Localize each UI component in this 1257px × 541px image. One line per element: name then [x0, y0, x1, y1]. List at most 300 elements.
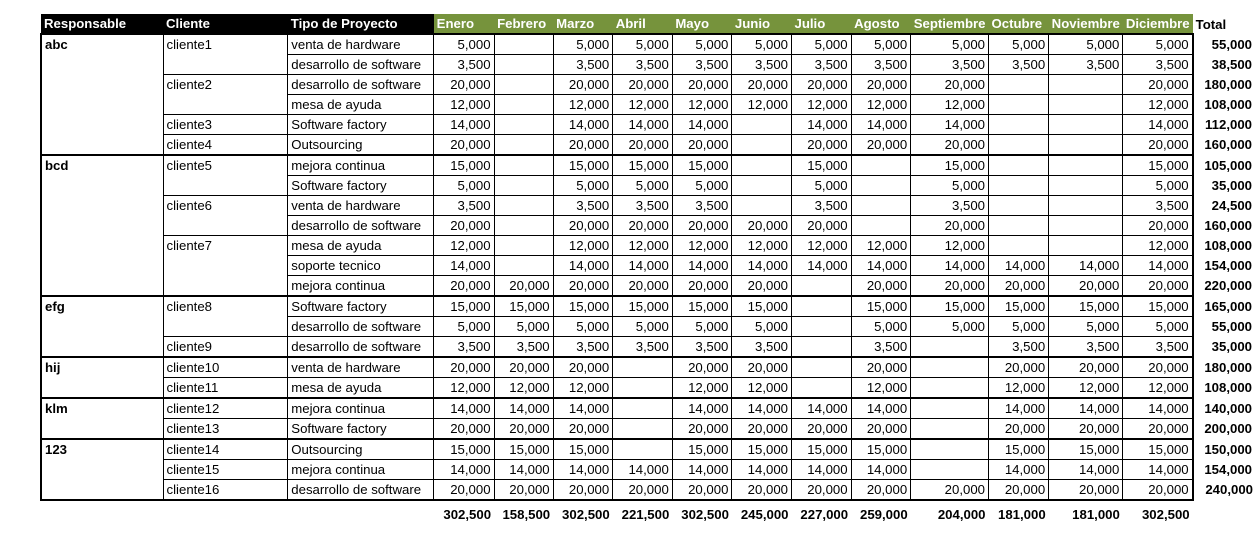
- cell-value-noviembre[interactable]: [1049, 176, 1123, 196]
- cell-value-mayo[interactable]: 20,000: [672, 480, 732, 501]
- cell-cliente[interactable]: cliente9: [163, 337, 288, 358]
- cell-value-octubre[interactable]: 20,000: [989, 276, 1049, 297]
- cell-cliente[interactable]: cliente7: [163, 236, 288, 297]
- cell-value-septiembre[interactable]: [911, 398, 989, 419]
- cell-value-noviembre[interactable]: 20,000: [1049, 357, 1123, 378]
- cell-value-septiembre[interactable]: [911, 337, 989, 358]
- cell-value-septiembre[interactable]: 12,000: [911, 236, 989, 256]
- cell-value-enero[interactable]: 20,000: [434, 276, 494, 297]
- cell-value-noviembre[interactable]: 15,000: [1049, 296, 1123, 317]
- cell-value-enero[interactable]: 3,500: [434, 196, 494, 216]
- cell-value-septiembre[interactable]: 20,000: [911, 135, 989, 156]
- cell-value-septiembre[interactable]: 14,000: [911, 115, 989, 135]
- cell-value-mayo[interactable]: 20,000: [672, 135, 732, 156]
- cell-value-mayo[interactable]: 15,000: [672, 296, 732, 317]
- cell-value-febrero[interactable]: 20,000: [494, 419, 553, 440]
- header-total[interactable]: Total: [1193, 14, 1256, 34]
- cell-value-mayo[interactable]: 20,000: [672, 276, 732, 297]
- cell-value-noviembre[interactable]: 3,500: [1049, 55, 1123, 75]
- cell-value-abril[interactable]: [613, 398, 673, 419]
- cell-value-noviembre[interactable]: [1049, 216, 1123, 236]
- cell-value-diciembre[interactable]: 20,000: [1123, 135, 1193, 156]
- cell-value-diciembre[interactable]: 12,000: [1123, 95, 1193, 115]
- cell-value-junio[interactable]: 12,000: [732, 95, 792, 115]
- cell-value-diciembre[interactable]: 12,000: [1123, 378, 1193, 399]
- cell-value-noviembre[interactable]: [1049, 75, 1123, 95]
- cell-row-total[interactable]: 154,000: [1204, 258, 1252, 273]
- cell-value-abril[interactable]: 5,000: [613, 317, 673, 337]
- cell-value-marzo[interactable]: 14,000: [553, 398, 613, 419]
- cell-value-enero[interactable]: 20,000: [434, 357, 494, 378]
- cell-cliente[interactable]: cliente16: [163, 480, 288, 501]
- column-total-junio[interactable]: 245,000: [740, 507, 789, 522]
- cell-row-total[interactable]: 108,000: [1204, 380, 1252, 396]
- cell-value-octubre[interactable]: [989, 95, 1049, 115]
- cell-value-julio[interactable]: 14,000: [792, 460, 852, 480]
- cell-value-febrero[interactable]: 15,000: [494, 296, 553, 317]
- cell-value-mayo[interactable]: 5,000: [672, 176, 732, 196]
- cell-tipo-proyecto[interactable]: mejora continua: [288, 460, 434, 480]
- cell-cliente[interactable]: cliente11: [163, 378, 288, 399]
- cell-value-octubre[interactable]: 14,000: [989, 398, 1049, 419]
- cell-row-total[interactable]: 160,000: [1204, 137, 1252, 153]
- cell-value-agosto[interactable]: 15,000: [851, 296, 911, 317]
- cell-value-abril[interactable]: 3,500: [613, 55, 673, 75]
- cell-value-julio[interactable]: 14,000: [792, 256, 852, 276]
- cell-value-octubre[interactable]: 14,000: [989, 460, 1049, 480]
- cell-value-octubre[interactable]: [989, 176, 1049, 196]
- cell-value-abril[interactable]: 3,500: [613, 196, 673, 216]
- cell-value-junio[interactable]: [732, 115, 792, 135]
- cell-tipo-proyecto[interactable]: Software factory: [288, 419, 434, 440]
- cell-value-diciembre[interactable]: 14,000: [1123, 460, 1193, 480]
- cell-value-agosto[interactable]: 20,000: [851, 480, 911, 501]
- cell-value-diciembre[interactable]: 5,000: [1123, 176, 1193, 196]
- cell-tipo-proyecto[interactable]: mesa de ayuda: [288, 236, 434, 256]
- cell-value-marzo[interactable]: 20,000: [553, 75, 613, 95]
- cell-value-febrero[interactable]: [494, 115, 553, 135]
- cell-value-febrero[interactable]: [494, 155, 553, 176]
- cell-value-abril[interactable]: 15,000: [613, 296, 673, 317]
- cell-value-noviembre[interactable]: [1049, 236, 1123, 256]
- cell-value-julio[interactable]: 12,000: [792, 95, 852, 115]
- cell-cliente[interactable]: cliente15: [163, 460, 288, 480]
- cell-row-total[interactable]: 200,000: [1204, 421, 1252, 437]
- cell-value-julio[interactable]: 20,000: [792, 216, 852, 236]
- cell-value-febrero[interactable]: 5,000: [494, 317, 553, 337]
- cell-value-mayo[interactable]: 15,000: [672, 155, 732, 176]
- cell-tipo-proyecto[interactable]: Software factory: [288, 115, 434, 135]
- cell-value-abril[interactable]: 20,000: [613, 135, 673, 156]
- cell-value-octubre[interactable]: 20,000: [989, 357, 1049, 378]
- cell-value-mayo[interactable]: 14,000: [672, 115, 732, 135]
- cell-value-octubre[interactable]: [989, 155, 1049, 176]
- cell-tipo-proyecto[interactable]: desarrollo de software: [288, 216, 434, 236]
- cell-value-julio[interactable]: [792, 276, 852, 297]
- cell-value-julio[interactable]: 14,000: [792, 398, 852, 419]
- cell-value-octubre[interactable]: 5,000: [989, 317, 1049, 337]
- cell-value-septiembre[interactable]: 5,000: [911, 34, 989, 55]
- cell-value-noviembre[interactable]: [1049, 196, 1123, 216]
- cell-value-diciembre[interactable]: 5,000: [1123, 317, 1193, 337]
- cell-value-mayo[interactable]: 15,000: [672, 439, 732, 460]
- cell-value-septiembre[interactable]: 20,000: [911, 276, 989, 297]
- cell-value-marzo[interactable]: 20,000: [553, 480, 613, 501]
- cell-value-septiembre[interactable]: 3,500: [911, 196, 989, 216]
- cell-value-junio[interactable]: 15,000: [732, 296, 792, 317]
- cell-value-enero[interactable]: 14,000: [434, 256, 494, 276]
- cell-value-septiembre[interactable]: 15,000: [911, 155, 989, 176]
- cell-row-total[interactable]: 154,000: [1204, 462, 1252, 477]
- cell-value-enero[interactable]: 14,000: [434, 398, 494, 419]
- cell-value-enero[interactable]: 3,500: [434, 55, 494, 75]
- cell-value-agosto[interactable]: 15,000: [851, 439, 911, 460]
- header-responsable[interactable]: Responsable: [41, 14, 163, 34]
- cell-row-total[interactable]: 240,000: [1205, 482, 1253, 498]
- cell-tipo-proyecto[interactable]: Outsourcing: [288, 439, 434, 460]
- cell-value-septiembre[interactable]: 5,000: [911, 176, 989, 196]
- cell-tipo-proyecto[interactable]: venta de hardware: [288, 196, 434, 216]
- cell-value-mayo[interactable]: 5,000: [672, 317, 732, 337]
- cell-value-agosto[interactable]: 12,000: [851, 95, 911, 115]
- cell-value-diciembre[interactable]: 20,000: [1123, 75, 1193, 95]
- cell-value-enero[interactable]: 14,000: [434, 115, 494, 135]
- column-total-julio[interactable]: 227,000: [800, 507, 849, 522]
- cell-value-diciembre[interactable]: 20,000: [1123, 276, 1193, 297]
- cell-value-enero[interactable]: 20,000: [434, 135, 494, 156]
- cell-value-marzo[interactable]: 14,000: [553, 256, 613, 276]
- cell-value-abril[interactable]: 20,000: [613, 276, 673, 297]
- cell-value-diciembre[interactable]: 14,000: [1123, 115, 1193, 135]
- cell-responsable[interactable]: klm: [41, 398, 163, 439]
- cell-value-diciembre[interactable]: 14,000: [1123, 398, 1193, 419]
- cell-value-septiembre[interactable]: 15,000: [911, 296, 989, 317]
- cell-tipo-proyecto[interactable]: desarrollo de software: [288, 75, 434, 95]
- cell-value-enero[interactable]: 3,500: [434, 337, 494, 358]
- cell-value-marzo[interactable]: 14,000: [553, 115, 613, 135]
- cell-value-marzo[interactable]: 20,000: [553, 135, 613, 156]
- cell-value-marzo[interactable]: 3,500: [553, 196, 613, 216]
- cell-row-total[interactable]: 220,000: [1204, 278, 1252, 294]
- cell-row-total[interactable]: 165,000: [1204, 298, 1252, 314]
- cell-value-marzo[interactable]: 15,000: [553, 439, 613, 460]
- cell-value-febrero[interactable]: 15,000: [494, 439, 553, 460]
- cell-cliente[interactable]: cliente10: [163, 357, 288, 378]
- cell-responsable[interactable]: efg: [41, 296, 163, 357]
- cell-value-febrero[interactable]: [494, 176, 553, 196]
- cell-value-marzo[interactable]: 20,000: [553, 357, 613, 378]
- cell-value-octubre[interactable]: [989, 236, 1049, 256]
- cell-value-abril[interactable]: 5,000: [613, 176, 673, 196]
- cell-value-agosto[interactable]: 12,000: [851, 236, 911, 256]
- cell-tipo-proyecto[interactable]: venta de hardware: [288, 34, 434, 55]
- cell-value-octubre[interactable]: 15,000: [989, 296, 1049, 317]
- cell-value-febrero[interactable]: [494, 196, 553, 216]
- cell-value-diciembre[interactable]: 20,000: [1123, 357, 1193, 378]
- cell-value-mayo[interactable]: 14,000: [672, 460, 732, 480]
- cell-value-julio[interactable]: 20,000: [792, 135, 852, 156]
- cell-value-agosto[interactable]: [851, 176, 911, 196]
- cell-value-abril[interactable]: 20,000: [613, 216, 673, 236]
- cell-value-enero[interactable]: 20,000: [434, 480, 494, 501]
- cell-row-total[interactable]: 160,000: [1204, 218, 1252, 233]
- cell-value-julio[interactable]: [792, 357, 852, 378]
- cell-tipo-proyecto[interactable]: mejora continua: [288, 398, 434, 419]
- cell-value-marzo[interactable]: 3,500: [553, 337, 613, 358]
- cell-value-junio[interactable]: 20,000: [732, 480, 792, 501]
- cell-value-febrero[interactable]: [494, 75, 553, 95]
- cell-value-agosto[interactable]: 14,000: [851, 460, 911, 480]
- cell-value-abril[interactable]: 3,500: [613, 337, 673, 358]
- cell-value-julio[interactable]: 20,000: [792, 419, 852, 440]
- cell-value-noviembre[interactable]: 5,000: [1049, 317, 1123, 337]
- cell-value-abril[interactable]: 14,000: [613, 115, 673, 135]
- cell-value-junio[interactable]: 15,000: [732, 439, 792, 460]
- cell-row-total[interactable]: 24,500: [1211, 198, 1252, 213]
- cell-cliente[interactable]: cliente6: [163, 196, 288, 236]
- cell-value-septiembre[interactable]: 20,000: [911, 75, 989, 95]
- cell-row-total[interactable]: 55,000: [1211, 36, 1252, 52]
- cell-value-junio[interactable]: 14,000: [732, 460, 792, 480]
- cell-value-febrero[interactable]: [494, 55, 553, 75]
- cell-value-marzo[interactable]: 12,000: [553, 236, 613, 256]
- cell-value-diciembre[interactable]: 3,500: [1123, 55, 1193, 75]
- cell-value-enero[interactable]: 14,000: [434, 460, 494, 480]
- cell-value-enero[interactable]: 12,000: [434, 378, 494, 399]
- cell-value-julio[interactable]: [792, 337, 852, 358]
- cell-value-marzo[interactable]: 3,500: [553, 55, 613, 75]
- cell-value-septiembre[interactable]: 3,500: [911, 55, 989, 75]
- cell-value-mayo[interactable]: 12,000: [672, 95, 732, 115]
- cell-value-marzo[interactable]: 12,000: [553, 378, 613, 399]
- cell-value-enero[interactable]: 12,000: [434, 236, 494, 256]
- header-month-abril[interactable]: Abril: [613, 14, 673, 34]
- cell-value-febrero[interactable]: 20,000: [494, 480, 553, 501]
- cell-responsable[interactable]: hij: [41, 357, 163, 398]
- cell-cliente[interactable]: cliente3: [163, 115, 288, 135]
- cell-value-marzo[interactable]: 15,000: [553, 155, 613, 176]
- cell-row-total[interactable]: 140,000: [1204, 400, 1252, 416]
- cell-value-julio[interactable]: 3,500: [792, 196, 852, 216]
- cell-value-julio[interactable]: 20,000: [792, 75, 852, 95]
- cell-value-mayo[interactable]: 12,000: [672, 378, 732, 399]
- cell-cliente[interactable]: cliente13: [163, 419, 288, 440]
- cell-value-enero[interactable]: 5,000: [434, 317, 494, 337]
- cell-value-marzo[interactable]: 14,000: [553, 460, 613, 480]
- cell-value-septiembre[interactable]: [911, 439, 989, 460]
- header-month-julio[interactable]: Julio: [792, 14, 852, 34]
- cell-value-octubre[interactable]: [989, 216, 1049, 236]
- column-total-noviembre[interactable]: 181,000: [1072, 507, 1120, 522]
- cell-value-abril[interactable]: [613, 357, 673, 378]
- cell-value-septiembre[interactable]: 20,000: [911, 480, 989, 501]
- cell-value-mayo[interactable]: 3,500: [672, 337, 732, 358]
- cell-value-noviembre[interactable]: 20,000: [1049, 276, 1123, 297]
- cell-value-septiembre[interactable]: 20,000: [911, 216, 989, 236]
- cell-value-febrero[interactable]: [494, 216, 553, 236]
- cell-value-diciembre[interactable]: 12,000: [1123, 236, 1193, 256]
- header-month-agosto[interactable]: Agosto: [851, 14, 911, 34]
- cell-row-total[interactable]: 105,000: [1204, 157, 1252, 173]
- cell-value-abril[interactable]: [613, 378, 673, 399]
- cell-value-junio[interactable]: 20,000: [732, 357, 792, 378]
- cell-value-enero[interactable]: 15,000: [434, 439, 494, 460]
- cell-value-noviembre[interactable]: [1049, 155, 1123, 176]
- column-total-agosto[interactable]: 259,000: [860, 507, 908, 522]
- cell-value-julio[interactable]: 15,000: [792, 439, 852, 460]
- header-tipo[interactable]: Tipo de Proyecto: [288, 14, 434, 34]
- column-total-abril[interactable]: 221,500: [621, 507, 670, 522]
- cell-value-diciembre[interactable]: 14,000: [1123, 256, 1193, 276]
- cell-value-marzo[interactable]: 20,000: [553, 276, 613, 297]
- cell-value-febrero[interactable]: [494, 236, 553, 256]
- cell-value-agosto[interactable]: 3,500: [851, 337, 911, 358]
- cell-value-agosto[interactable]: 20,000: [851, 135, 911, 156]
- cell-value-abril[interactable]: 20,000: [613, 75, 673, 95]
- cell-value-diciembre[interactable]: 15,000: [1123, 439, 1193, 460]
- cell-value-agosto[interactable]: [851, 155, 911, 176]
- cell-value-febrero[interactable]: [494, 135, 553, 156]
- cell-value-junio[interactable]: 14,000: [732, 256, 792, 276]
- cell-value-noviembre[interactable]: 15,000: [1049, 439, 1123, 460]
- cell-value-febrero[interactable]: 20,000: [494, 357, 553, 378]
- cell-value-mayo[interactable]: 14,000: [672, 398, 732, 419]
- header-month-junio[interactable]: Junio: [732, 14, 792, 34]
- cell-row-total[interactable]: 180,000: [1204, 359, 1252, 375]
- cell-value-noviembre[interactable]: 3,500: [1049, 337, 1123, 358]
- cell-value-mayo[interactable]: 20,000: [672, 419, 732, 440]
- cell-value-agosto[interactable]: 20,000: [851, 276, 911, 297]
- cell-value-septiembre[interactable]: 14,000: [911, 256, 989, 276]
- cell-value-julio[interactable]: [792, 317, 852, 337]
- cell-value-abril[interactable]: 12,000: [613, 236, 673, 256]
- cell-row-total[interactable]: 38,500: [1211, 57, 1252, 72]
- cell-value-agosto[interactable]: 14,000: [851, 115, 911, 135]
- cell-value-junio[interactable]: 12,000: [732, 236, 792, 256]
- cell-value-junio[interactable]: 20,000: [732, 276, 792, 297]
- header-month-noviembre[interactable]: Noviembre: [1049, 14, 1123, 34]
- cell-value-octubre[interactable]: [989, 135, 1049, 156]
- cell-value-julio[interactable]: [792, 378, 852, 399]
- cell-value-abril[interactable]: 20,000: [613, 480, 673, 501]
- cell-value-agosto[interactable]: 14,000: [851, 256, 911, 276]
- cell-value-agosto[interactable]: 5,000: [851, 34, 911, 55]
- cell-value-marzo[interactable]: 15,000: [553, 296, 613, 317]
- cell-value-diciembre[interactable]: 20,000: [1123, 419, 1193, 440]
- cell-row-total[interactable]: 180,000: [1204, 77, 1252, 92]
- cell-row-total[interactable]: 150,000: [1204, 441, 1252, 457]
- cell-value-julio[interactable]: [792, 296, 852, 317]
- cell-value-agosto[interactable]: [851, 216, 911, 236]
- header-month-septiembre[interactable]: Septiembre: [911, 14, 989, 34]
- cell-value-abril[interactable]: 14,000: [613, 460, 673, 480]
- cell-value-octubre[interactable]: 5,000: [989, 34, 1049, 55]
- cell-value-octubre[interactable]: 15,000: [989, 439, 1049, 460]
- cell-value-marzo[interactable]: 5,000: [553, 317, 613, 337]
- column-total-septiembre[interactable]: 204,000: [937, 507, 986, 522]
- cell-value-febrero[interactable]: 20,000: [494, 276, 553, 297]
- cell-value-octubre[interactable]: 3,500: [989, 337, 1049, 358]
- cell-value-mayo[interactable]: 3,500: [672, 55, 732, 75]
- cell-tipo-proyecto[interactable]: mejora continua: [288, 276, 434, 297]
- cell-value-junio[interactable]: [732, 135, 792, 156]
- cell-value-noviembre[interactable]: [1049, 95, 1123, 115]
- cell-value-julio[interactable]: 20,000: [792, 480, 852, 501]
- cell-value-octubre[interactable]: 12,000: [989, 378, 1049, 399]
- cell-value-junio[interactable]: [732, 155, 792, 176]
- cell-tipo-proyecto[interactable]: venta de hardware: [288, 357, 434, 378]
- cell-value-enero[interactable]: 20,000: [434, 75, 494, 95]
- cell-row-total[interactable]: 55,000: [1211, 319, 1252, 334]
- cell-value-noviembre[interactable]: 14,000: [1049, 256, 1123, 276]
- cell-tipo-proyecto[interactable]: soporte tecnico: [288, 256, 434, 276]
- cell-value-junio[interactable]: 20,000: [732, 75, 792, 95]
- cell-value-agosto[interactable]: 20,000: [851, 419, 911, 440]
- cell-value-marzo[interactable]: 20,000: [553, 216, 613, 236]
- cell-value-abril[interactable]: [613, 419, 673, 440]
- cell-value-junio[interactable]: 20,000: [732, 419, 792, 440]
- cell-tipo-proyecto[interactable]: desarrollo de software: [288, 317, 434, 337]
- cell-responsable[interactable]: 123: [41, 439, 163, 500]
- cell-value-noviembre[interactable]: 5,000: [1049, 34, 1123, 55]
- cell-value-noviembre[interactable]: 14,000: [1049, 398, 1123, 419]
- cell-value-octubre[interactable]: [989, 75, 1049, 95]
- cell-tipo-proyecto[interactable]: mejora continua: [288, 155, 434, 176]
- cell-value-junio[interactable]: 12,000: [732, 378, 792, 399]
- header-month-marzo[interactable]: Marzo: [553, 14, 613, 34]
- cell-value-junio[interactable]: [732, 196, 792, 216]
- cell-value-diciembre[interactable]: 5,000: [1123, 34, 1193, 55]
- cell-value-diciembre[interactable]: 20,000: [1123, 480, 1193, 501]
- cell-row-total[interactable]: 35,000: [1211, 178, 1252, 193]
- cell-row-total[interactable]: 112,000: [1205, 117, 1252, 132]
- cell-value-mayo[interactable]: 20,000: [672, 216, 732, 236]
- cell-value-octubre[interactable]: [989, 115, 1049, 135]
- cell-value-marzo[interactable]: 12,000: [553, 95, 613, 115]
- cell-value-agosto[interactable]: 3,500: [851, 55, 911, 75]
- cell-value-diciembre[interactable]: 15,000: [1123, 155, 1193, 176]
- cell-value-enero[interactable]: 15,000: [434, 155, 494, 176]
- column-total-febrero[interactable]: 158,500: [502, 507, 551, 522]
- cell-tipo-proyecto[interactable]: desarrollo de software: [288, 480, 434, 501]
- header-month-diciembre[interactable]: Diciembre: [1123, 14, 1193, 34]
- cell-value-septiembre[interactable]: [911, 419, 989, 440]
- header-month-febrero[interactable]: Febrero: [494, 14, 553, 34]
- cell-value-septiembre[interactable]: [911, 357, 989, 378]
- cell-tipo-proyecto[interactable]: mesa de ayuda: [288, 378, 434, 399]
- column-total-mayo[interactable]: 302,500: [681, 507, 729, 522]
- cell-value-enero[interactable]: 20,000: [434, 419, 494, 440]
- cell-value-julio[interactable]: 3,500: [792, 55, 852, 75]
- cell-value-enero[interactable]: 5,000: [434, 176, 494, 196]
- cell-cliente[interactable]: cliente12: [163, 398, 288, 419]
- cell-value-abril[interactable]: 15,000: [613, 155, 673, 176]
- cell-value-marzo[interactable]: 5,000: [553, 176, 613, 196]
- cell-value-junio[interactable]: 3,500: [732, 55, 792, 75]
- cell-tipo-proyecto[interactable]: desarrollo de software: [288, 337, 434, 358]
- cell-tipo-proyecto[interactable]: Outsourcing: [288, 135, 434, 156]
- cell-value-mayo[interactable]: 20,000: [672, 75, 732, 95]
- cell-value-octubre[interactable]: 20,000: [989, 419, 1049, 440]
- cell-value-abril[interactable]: [613, 439, 673, 460]
- cell-value-agosto[interactable]: 14,000: [851, 398, 911, 419]
- cell-value-diciembre[interactable]: 3,500: [1123, 196, 1193, 216]
- cell-value-julio[interactable]: 15,000: [792, 155, 852, 176]
- cell-value-agosto[interactable]: [851, 196, 911, 216]
- cell-value-enero[interactable]: 5,000: [434, 34, 494, 55]
- cell-value-junio[interactable]: 20,000: [732, 216, 792, 236]
- cell-value-agosto[interactable]: 5,000: [851, 317, 911, 337]
